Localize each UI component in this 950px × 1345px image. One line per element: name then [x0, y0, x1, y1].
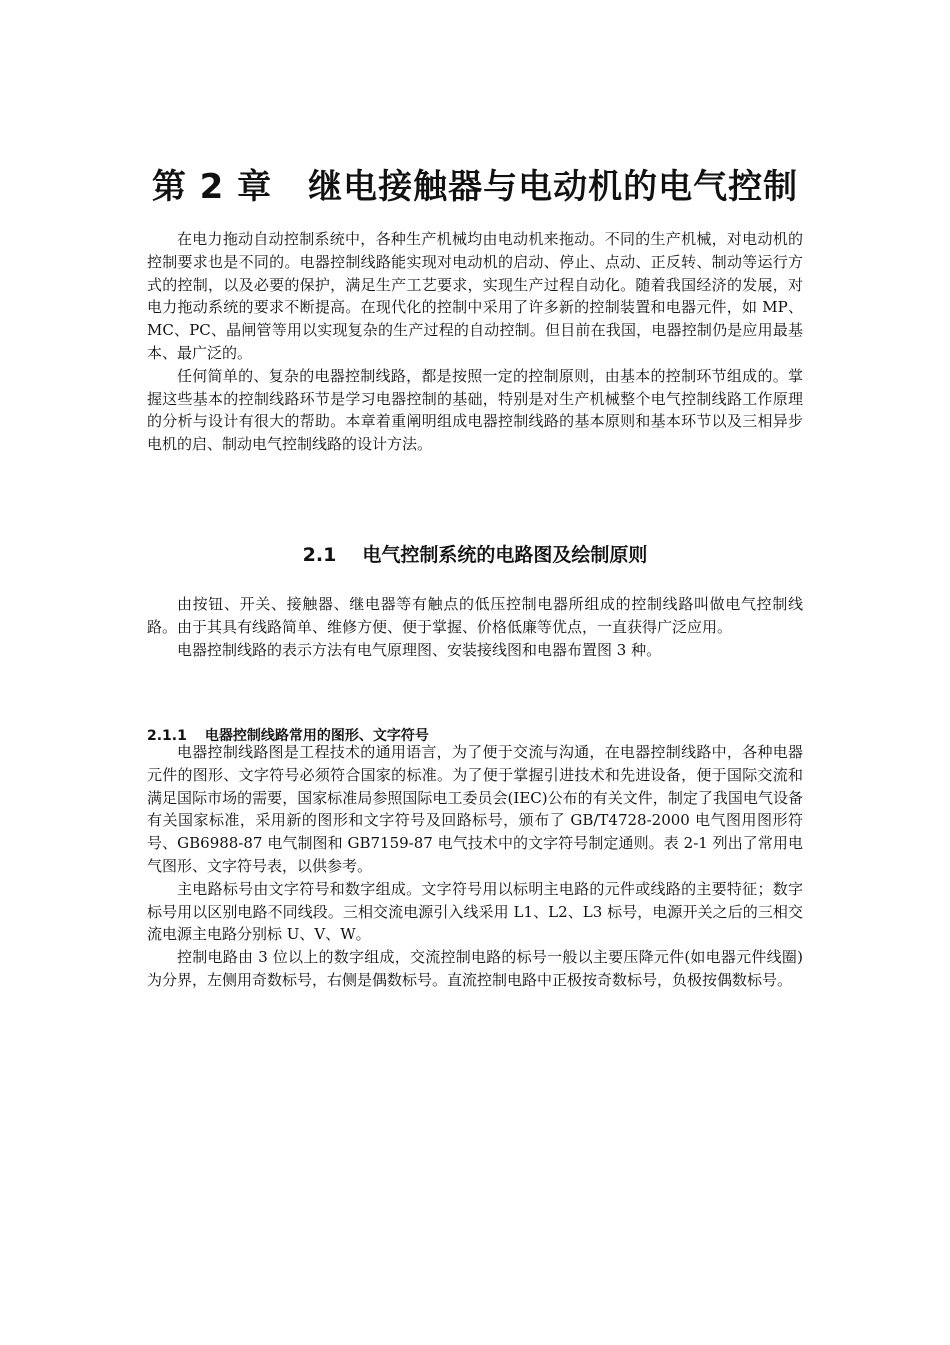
section-title — [0, 540, 950, 567]
section-paragraph: 由按钮、开关、接触器、继电器等有触点的低压控制电器所组成的控制线路叫做电气控制线路。由于其具有线路简单、维修方便、便于掌握、价格低廉等优点，一直获得广泛应用。 — [147, 595, 803, 636]
intro-paragraph: 任何简单的、复杂的电器控制线路，都是按照一定的控制原则，由基本的控制环节组成的。掌握这些基本的控制线路环节是学习电器控制的基础，特别是对生产机械整个电气控制线路工作原理的分析与设计有很大的帮助。本章着重阐明组成电器控制线路的基本原则和基本环节以及三相异步电机的启、制动电气控制线路的设计方法。 — [147, 366, 803, 454]
subsection-paragraph: 控制电路由 3 位以上的数字组成，交流控制电路的标号一般以主要压降元件(如电器元件线圈)为分界，左侧用奇数标号，右侧是偶数标号。直流控制电路中正极按奇数标号，负极按偶数标号。 — [147, 948, 803, 989]
subsection-heading: 电器控制线路常用的图形、文字符号 — [204, 728, 429, 744]
intro-paragraph: 在电力拖动自动控制系统中，各种生产机械均由电动机来拖动。不同的生产机械，对电动机的控制要求也是不同的。电器控制线路能实现对电动机的启动、停止、点动、正反转、制动等运行方式的控制，以及必要的保护，满足生产工艺要求，实现生产过程自动化。随着我国经济的发展，对电力拖动系统的要求不断提高。在现代化的控制中采用了许多新的控制装置和电器元件，如 MP、MC、PC、晶闸管等用以实现复杂的生产过程的自动控制。但目前在我国，电器控制仍是应用最基本、最广泛的。 — [147, 230, 803, 362]
section-text — [147, 593, 803, 661]
subsection-paragraph: 主电路标号由文字符号和数字组成。文字符号用以标明主电路的元件或线路的主要特征；数字标号用以区别电路不同线段。三相交流电源引入线采用 L1、L2、L3 标号，电源开关之后的三相交流电源主电路分别标 U、V、W。 — [147, 879, 803, 944]
section-number: 2.1 — [302, 543, 337, 566]
chapter-title — [0, 159, 950, 208]
chapter-heading: 继电接触器与电动机的电气控制 — [308, 166, 799, 207]
subsection-text — [147, 741, 803, 992]
intro-text — [147, 228, 803, 456]
section-heading: 电气控制系统的电路图及绘制原则 — [362, 543, 648, 566]
subsection-paragraph: 电器控制线路图是工程技术的通用语言，为了便于交流与沟通，在电器控制线路中，各种电器元件的图形、文字符号必须符合国家的标准。为了便于掌握引进技术和先进设备，便于国际交流和满足国际市场的需要，国家标准局参照国际电工委员会(IEC)公布的有关文件，制定了我国电气设备有关国家标准，采用新的图形和文字符号及回路标号，颁布了 GB/T4728-2000 电气图用图形符号、GB6988-87 电气制图和 GB7159-87 电气技术中的文字符号制定通则。表 2-1 列出了常用电气图形、文字符号表，以供参考。 — [147, 743, 803, 875]
subsection-number: 2.1.1 — [147, 728, 187, 744]
chapter-number: 第 2 章 — [151, 166, 273, 207]
section-paragraph: 电器控制线路的表示方法有电气原理图、安装接线图和电器布置图 3 种。 — [177, 640, 662, 659]
